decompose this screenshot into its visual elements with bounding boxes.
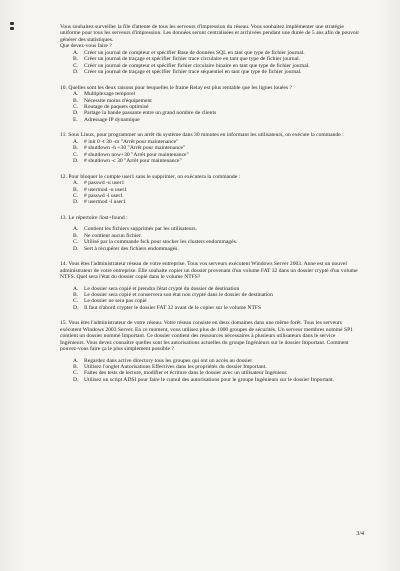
question-11	[60, 132, 360, 164]
question-text: 10. Quelles sont les deux raisons pour lesquelles le frame Relay est plus rentable que les lignes louées ?	[60, 84, 292, 91]
document-content	[60, 24, 360, 387]
question-text: 13. Le répertoire /lost+found :	[60, 214, 128, 221]
option: A. Le dossier sera copié et prendra l'état crypté du dossier de destination	[73, 285, 240, 292]
option: E. Adressage IP dynamique	[73, 116, 140, 123]
option: B. # shutdown -h +30 "Arrêt pour maintenance"	[73, 145, 186, 152]
option: A. Contient les fichiers supprimés par les utilisateurs.	[73, 226, 197, 233]
option: C. Routage de paquets optimisé	[73, 103, 149, 110]
question-9-continuation	[60, 24, 360, 76]
page-number: 3/4	[356, 531, 364, 537]
option: D. Utilisez un script ADSI pour faire le cumul des autorisations pour le groupe Ingénieurs sur le dossier Important.	[73, 376, 335, 383]
option: B. # usermod -u user1	[73, 186, 128, 193]
question-text: 15. Vous êtes l'administrateur de votre réseau. Votre réseau consiste en deux domaines dans une même forêt. Tous les serveurs exécutent Windows 2003 Server. En ce moment, vous utilisez plus de 1000 groupes de sécurités. Un serveur membres nommé SP1 contient un dossier nommé Important. Ce dossier contient des ressources nécessaires à plusieurs utilisateurs dans le service Ingénieurs. Vous devez connaître quelles sont les autorisations actuelles du groupe Ingénieurs sur le dossier Important. Comment pouvez-vous faire ça le plus simplement possible ?	[60, 320, 353, 353]
question-12	[60, 174, 360, 206]
option: A. Regardez dans active directory tous les groupes qui ont un accès au dossier	[73, 357, 253, 364]
option: D. Sert à récupérer des fichiers endommagés.	[73, 245, 179, 252]
option: B. Créer un journal de traçage et spécifier fichier trace circulaire en tant que type de fichier journal.	[73, 56, 301, 63]
question-13	[60, 215, 360, 252]
option: D. Il faut d'abord crypter le dossier FAT 32 avant de le copier sur le volume NTFS	[73, 304, 262, 311]
option: A. # init 0 -t 30 -m "Arrêt pour maintenance"	[73, 138, 179, 145]
option: C. # passwd -l user1	[73, 192, 123, 199]
question-text: 12. Pour bloquer le compte user1 sans le supprimer, on exécutera la commande :	[60, 173, 241, 180]
option: D. # usermod -l user1	[73, 199, 126, 206]
question-text: 14. Vous êtes l'administrateur réseau de votre entreprise. Tous vos serveurs exécutent Windows Server 2003. Anne est un nouvel administrateur de votre entreprise. Elle souhaite copier un dossier provenant d'un volume FAT 32 dans un dossier crypté d'un volume NTFS. Quel sera l'état du dossier copié dans le volume NTFS?	[60, 261, 358, 281]
question-14	[60, 261, 360, 311]
question-text: 11. Sous Linux, pour programmer un arrêt du système dans 30 minutes en informant les utilisateurs, on exécute la commande :	[60, 132, 344, 139]
option: A. Multiplexage temporel	[73, 91, 136, 98]
option: A. # passwd -u user1	[73, 180, 125, 187]
option: C. Utilisé par la commande fsck pour stocker les clusters endommagés.	[73, 239, 238, 246]
question-15	[60, 320, 360, 383]
option: B. Le dossier sera copié et conservera son état non crypté dans le dossier de destination	[73, 291, 273, 298]
option: C. Faites des tests de lecture, modifier et écriture dans le dossier avec un utilisateur Ingénieur.	[73, 370, 288, 377]
option: B. Utilisez l'onglet Autorisations Effectives dans les propriétés du dossier Important.	[73, 364, 267, 371]
option: C. Le dossier ne sera pas copié	[73, 298, 147, 305]
intro-question: Que devez-vous faire ?	[60, 43, 112, 50]
hole-punch-mark	[10, 22, 14, 34]
option: D. Créer un journal de traçage et spécifier fichier trace séquentiel en tant que type de fichier journal.	[73, 69, 302, 76]
option: B. Nécessite moins d'équipement	[73, 97, 152, 104]
intro-text: Vous souhaitez surveiller la file d'attente de tous les serveurs d'impression du réseau. Vous souhaitez implémenter une stratégie uniforme pour tous les serveurs d'impression. Les données seront centralisées et archivées pendant une durée de 5 ans afin de pouvoir générer des statistiques.	[60, 24, 360, 43]
option: D. # shutdown -c 30 "Arrêt pour maintenance"	[73, 158, 182, 165]
option: C. Créer un journal de compteur et spécifier fichier circulaire binaire en tant que type de fichier journal.	[73, 62, 310, 69]
option: D. Partage la bande passante entre un grand nombre de clients	[73, 110, 217, 117]
option: A. Créer un journal de compteur et spécifier Base de données SQL en tant que type de fichier journal.	[73, 49, 305, 56]
question-10	[60, 85, 360, 124]
option: B. Ne contient aucun fichier.	[73, 232, 142, 239]
option: C. # shutdown now+30 "Arrêt pour maintenance"	[73, 151, 189, 158]
